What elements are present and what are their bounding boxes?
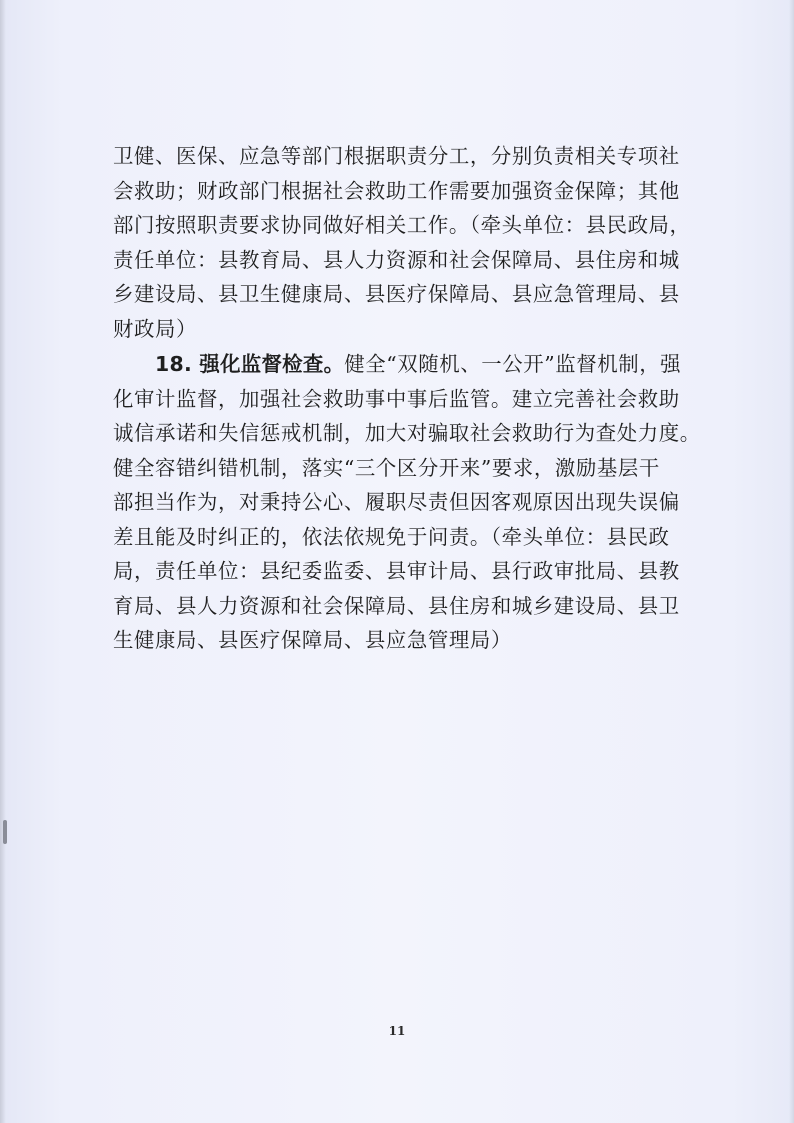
section-heading: 18. 强化监督检查。 <box>155 352 345 376</box>
paragraph-1-line: 财政局） <box>113 316 197 341</box>
paragraph-1-line: 卫健、医保、应急等部门根据职责分工，分别负责相关专项社 <box>113 144 680 168</box>
binding-mark <box>3 820 7 844</box>
paragraph-2-line: 化审计监督，加强社会救助事中事后监管。建立完善社会救助 <box>113 386 680 411</box>
page-number: 11 <box>388 1024 406 1038</box>
paragraph-1-line: 责任单位：县教育局、县人力资源和社会保障局、县住房和城 <box>113 247 680 272</box>
paragraph-2-first-line-text: 健全“双随机、一公开”监督机制，强 <box>344 352 682 376</box>
paragraph-2-first-line <box>113 347 683 382</box>
paragraph-2-line: 差且能及时纠正的，依法依规免于问责。（牵头单位：县民政 <box>113 524 670 549</box>
paragraph-2-line: 育局、县人力资源和社会保障局、县住房和城乡建设局、县卫 <box>113 593 680 618</box>
paragraph-1-line: 乡建设局、县卫生健康局、县医疗保障局、县应急管理局、县 <box>113 282 680 306</box>
paragraph-2-line: 健全容错纠错机制，落实“三个区分开来”要求，激励基层干 <box>113 455 660 480</box>
paragraph-2-line: 局，责任单位：县纪委监委、县审计局、县行政审批局、县教 <box>113 559 680 583</box>
paragraph-2-line: 部担当作为，对秉持公心、履职尽责但因客观原因出现失误偏 <box>113 490 680 514</box>
paragraph-2-line: 生健康局、县医疗保障局、县应急管理局） <box>113 628 512 652</box>
paragraph-2 <box>113 347 701 658</box>
paragraph-2-line: 诚信承诺和失信惩戒机制，加大对骗取社会救助行为查处力度。 <box>113 421 701 445</box>
paragraph-1 <box>113 139 691 346</box>
paragraph-1-line: 会救助；财政部门根据社会救助工作需要加强资金保障；其他 <box>113 178 680 203</box>
paragraph-1-line: 部门按照职责要求协同做好相关工作。（牵头单位：县民政局， <box>113 213 691 237</box>
